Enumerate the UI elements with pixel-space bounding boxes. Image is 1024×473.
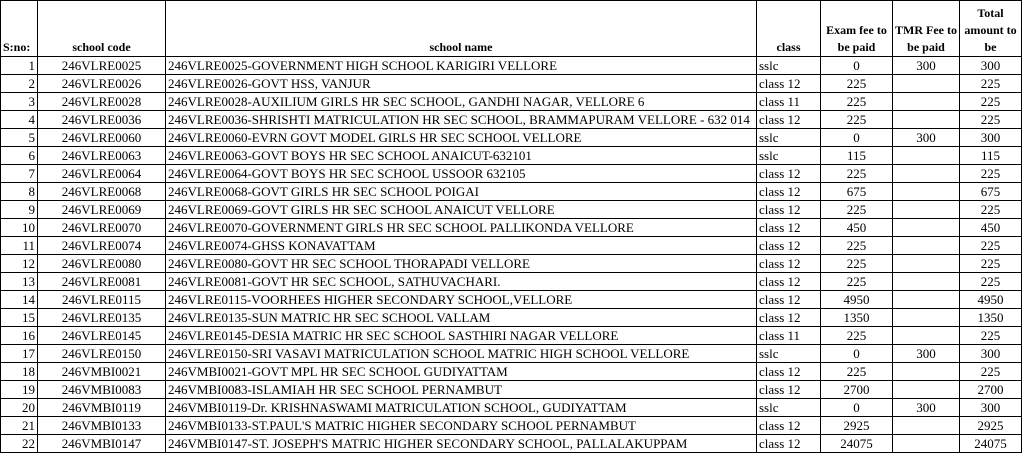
cell-school-name: 246VLRE0115-VOORHEES HIGHER SECONDARY SCHOOL,VELLORE xyxy=(166,291,757,309)
table-row xyxy=(1,435,1022,453)
cell-sno: 14 xyxy=(1,291,38,309)
cell-class: class 12 xyxy=(757,255,821,273)
cell-school-code: 246VLRE0150 xyxy=(38,345,166,363)
cell-school-name: 246VLRE0025-GOVERNMENT HIGH SCHOOL KARIGIRI VELLORE xyxy=(166,57,757,75)
cell-school-name: 246VMBI0147-ST. JOSEPH'S MATRIC HIGHER SECONDARY SCHOOL, PALLALAKUPPAM xyxy=(166,435,757,453)
cell-class: class 12 xyxy=(757,201,821,219)
cell-total-amount: 225 xyxy=(960,327,1022,345)
table-row xyxy=(1,309,1022,327)
cell-sno: 16 xyxy=(1,327,38,345)
cell-school-code: 246VLRE0063 xyxy=(38,147,166,165)
cell-class: sslc xyxy=(757,399,821,417)
cell-exam-fee: 225 xyxy=(821,237,893,255)
table-row xyxy=(1,183,1022,201)
cell-sno: 4 xyxy=(1,111,38,129)
cell-school-code: 246VMBI0147 xyxy=(38,435,166,453)
cell-tmr-fee xyxy=(893,237,960,255)
cell-total-amount: 675 xyxy=(960,183,1022,201)
cell-sno: 19 xyxy=(1,381,38,399)
cell-exam-fee: 225 xyxy=(821,201,893,219)
cell-tmr-fee xyxy=(893,219,960,237)
cell-school-name: 246VMBI0083-ISLAMIAH HR SEC SCHOOL PERNAMBUT xyxy=(166,381,757,399)
cell-school-code: 246VLRE0080 xyxy=(38,255,166,273)
cell-total-amount: 300 xyxy=(960,345,1022,363)
cell-class: class 12 xyxy=(757,219,821,237)
cell-class: sslc xyxy=(757,57,821,75)
table-row xyxy=(1,165,1022,183)
cell-exam-fee: 2925 xyxy=(821,417,893,435)
cell-tmr-fee xyxy=(893,165,960,183)
cell-school-name: 246VLRE0063-GOVT BOYS HR SEC SCHOOL ANAICUT-632101 xyxy=(166,147,757,165)
cell-exam-fee: 225 xyxy=(821,363,893,381)
table-row xyxy=(1,255,1022,273)
cell-exam-fee: 225 xyxy=(821,255,893,273)
cell-school-name: 246VLRE0074-GHSS KONAVATTAM xyxy=(166,237,757,255)
cell-exam-fee: 4950 xyxy=(821,291,893,309)
table-row xyxy=(1,111,1022,129)
header-row xyxy=(1,1,1022,57)
cell-class: sslc xyxy=(757,129,821,147)
cell-sno: 9 xyxy=(1,201,38,219)
cell-exam-fee: 0 xyxy=(821,345,893,363)
cell-exam-fee: 0 xyxy=(821,57,893,75)
cell-total-amount: 225 xyxy=(960,201,1022,219)
cell-school-name: 246VLRE0026-GOVT HSS, VANJUR xyxy=(166,75,757,93)
cell-class: class 12 xyxy=(757,309,821,327)
cell-school-code: 246VLRE0074 xyxy=(38,237,166,255)
cell-tmr-fee xyxy=(893,111,960,129)
table-row xyxy=(1,147,1022,165)
cell-total-amount: 1350 xyxy=(960,309,1022,327)
cell-exam-fee: 0 xyxy=(821,399,893,417)
table-row xyxy=(1,93,1022,111)
cell-tmr-fee xyxy=(893,93,960,111)
table-row xyxy=(1,291,1022,309)
cell-school-code: 246VLRE0025 xyxy=(38,57,166,75)
cell-school-code: 246VLRE0036 xyxy=(38,111,166,129)
cell-total-amount: 225 xyxy=(960,273,1022,291)
cell-class: sslc xyxy=(757,147,821,165)
cell-school-name: 246VLRE0060-EVRN GOVT MODEL GIRLS HR SEC SCHOOL VELLORE xyxy=(166,129,757,147)
cell-sno: 6 xyxy=(1,147,38,165)
cell-class: class 12 xyxy=(757,435,821,453)
cell-total-amount: 300 xyxy=(960,57,1022,75)
cell-total-amount: 225 xyxy=(960,237,1022,255)
cell-exam-fee: 675 xyxy=(821,183,893,201)
cell-tmr-fee xyxy=(893,255,960,273)
cell-school-name: 246VLRE0028-AUXILIUM GIRLS HR SEC SCHOOL, GANDHI NAGAR, VELLORE 6 xyxy=(166,93,757,111)
cell-exam-fee: 24075 xyxy=(821,435,893,453)
cell-sno: 15 xyxy=(1,309,38,327)
table-row xyxy=(1,327,1022,345)
cell-tmr-fee xyxy=(893,309,960,327)
table-row xyxy=(1,417,1022,435)
cell-tmr-fee: 300 xyxy=(893,345,960,363)
table-row xyxy=(1,381,1022,399)
cell-total-amount: 225 xyxy=(960,93,1022,111)
cell-school-name: 246VLRE0145-DESIA MATRIC HR SEC SCHOOL SASTHIRI NAGAR VELLORE xyxy=(166,327,757,345)
cell-school-name: 246VLRE0069-GOVT GIRLS HR SEC SCHOOL ANAICUT VELLORE xyxy=(166,201,757,219)
cell-tmr-fee xyxy=(893,291,960,309)
table-row xyxy=(1,237,1022,255)
cell-sno: 17 xyxy=(1,345,38,363)
cell-sno: 21 xyxy=(1,417,38,435)
cell-school-name: 246VLRE0068-GOVT GIRLS HR SEC SCHOOL POIGAI xyxy=(166,183,757,201)
cell-school-code: 246VLRE0064 xyxy=(38,165,166,183)
cell-exam-fee: 1350 xyxy=(821,309,893,327)
cell-sno: 20 xyxy=(1,399,38,417)
cell-school-code: 246VLRE0135 xyxy=(38,309,166,327)
table-row xyxy=(1,273,1022,291)
cell-total-amount: 2700 xyxy=(960,381,1022,399)
cell-school-name: 246VLRE0036-SHRISHTI MATRICULATION HR SEC SCHOOL, BRAMMAPURAM VELLORE - 632 014 xyxy=(166,111,757,129)
header-tmr-fee: TMR Fee to be paid xyxy=(893,1,960,57)
cell-sno: 10 xyxy=(1,219,38,237)
cell-class: class 11 xyxy=(757,93,821,111)
table-row xyxy=(1,129,1022,147)
header-class: class xyxy=(757,1,821,57)
cell-exam-fee: 225 xyxy=(821,327,893,345)
cell-school-code: 246VLRE0115 xyxy=(38,291,166,309)
cell-sno: 22 xyxy=(1,435,38,453)
cell-school-code: 246VLRE0026 xyxy=(38,75,166,93)
cell-school-name: 246VMBI0133-ST.PAUL'S MATRIC HIGHER SECONDARY SCHOOL PERNAMBUT xyxy=(166,417,757,435)
cell-total-amount: 225 xyxy=(960,111,1022,129)
cell-class: class 12 xyxy=(757,75,821,93)
table-row xyxy=(1,363,1022,381)
cell-school-name: 246VLRE0080-GOVT HR SEC SCHOOL THORAPADI VELLORE xyxy=(166,255,757,273)
cell-sno: 2 xyxy=(1,75,38,93)
cell-school-code: 246VLRE0070 xyxy=(38,219,166,237)
cell-school-code: 246VLRE0145 xyxy=(38,327,166,345)
cell-tmr-fee xyxy=(893,417,960,435)
table-row xyxy=(1,345,1022,363)
cell-tmr-fee: 300 xyxy=(893,399,960,417)
cell-exam-fee: 115 xyxy=(821,147,893,165)
cell-total-amount: 2925 xyxy=(960,417,1022,435)
cell-tmr-fee xyxy=(893,273,960,291)
table-row xyxy=(1,201,1022,219)
cell-school-code: 246VMBI0119 xyxy=(38,399,166,417)
cell-exam-fee: 2700 xyxy=(821,381,893,399)
cell-school-name: 246VLRE0135-SUN MATRIC HR SEC SCHOOL VALLAM xyxy=(166,309,757,327)
cell-sno: 18 xyxy=(1,363,38,381)
cell-tmr-fee xyxy=(893,201,960,219)
cell-class: class 12 xyxy=(757,237,821,255)
cell-tmr-fee xyxy=(893,183,960,201)
cell-school-code: 246VLRE0081 xyxy=(38,273,166,291)
cell-tmr-fee xyxy=(893,381,960,399)
cell-total-amount: 4950 xyxy=(960,291,1022,309)
cell-tmr-fee: 300 xyxy=(893,129,960,147)
cell-school-code: 246VMBI0021 xyxy=(38,363,166,381)
cell-total-amount: 225 xyxy=(960,255,1022,273)
cell-school-code: 246VLRE0028 xyxy=(38,93,166,111)
cell-sno: 8 xyxy=(1,183,38,201)
cell-school-code: 246VLRE0068 xyxy=(38,183,166,201)
cell-total-amount: 225 xyxy=(960,165,1022,183)
cell-exam-fee: 225 xyxy=(821,75,893,93)
cell-school-name: 246VLRE0081-GOVT HR SEC SCHOOL, SATHUVACHARI. xyxy=(166,273,757,291)
cell-sno: 3 xyxy=(1,93,38,111)
cell-class: class 12 xyxy=(757,381,821,399)
header-exam-fee: Exam fee to be paid xyxy=(821,1,893,57)
cell-school-name: 246VMBI0021-GOVT MPL HR SEC SCHOOL GUDIYATTAM xyxy=(166,363,757,381)
table-row xyxy=(1,219,1022,237)
cell-exam-fee: 225 xyxy=(821,165,893,183)
cell-class: class 12 xyxy=(757,417,821,435)
cell-class: class 12 xyxy=(757,273,821,291)
cell-school-name: 246VLRE0070-GOVERNMENT GIRLS HR SEC SCHOOL PALLIKONDA VELLORE xyxy=(166,219,757,237)
cell-exam-fee: 225 xyxy=(821,273,893,291)
cell-total-amount: 450 xyxy=(960,219,1022,237)
cell-total-amount: 115 xyxy=(960,147,1022,165)
cell-sno: 13 xyxy=(1,273,38,291)
cell-tmr-fee: 300 xyxy=(893,57,960,75)
cell-tmr-fee xyxy=(893,147,960,165)
cell-total-amount: 300 xyxy=(960,399,1022,417)
cell-tmr-fee xyxy=(893,363,960,381)
cell-exam-fee: 225 xyxy=(821,111,893,129)
cell-school-code: 246VLRE0060 xyxy=(38,129,166,147)
cell-tmr-fee xyxy=(893,75,960,93)
header-total-amount: Total amount to be xyxy=(960,1,1022,57)
header-sno: S:no: xyxy=(1,1,38,57)
cell-school-code: 246VLRE0069 xyxy=(38,201,166,219)
cell-school-name: 246VLRE0150-SRI VASAVI MATRICULATION SCHOOL MATRIC HIGH SCHOOL VELLORE xyxy=(166,345,757,363)
cell-total-amount: 225 xyxy=(960,75,1022,93)
cell-exam-fee: 225 xyxy=(821,93,893,111)
cell-class: class 12 xyxy=(757,183,821,201)
cell-school-name: 246VLRE0064-GOVT BOYS HR SEC SCHOOL USSOOR 632105 xyxy=(166,165,757,183)
cell-school-code: 246VMBI0133 xyxy=(38,417,166,435)
cell-exam-fee: 0 xyxy=(821,129,893,147)
cell-sno: 5 xyxy=(1,129,38,147)
cell-class: class 12 xyxy=(757,111,821,129)
table-row xyxy=(1,57,1022,75)
cell-class: class 12 xyxy=(757,363,821,381)
cell-sno: 12 xyxy=(1,255,38,273)
cell-tmr-fee xyxy=(893,435,960,453)
cell-school-code: 246VMBI0083 xyxy=(38,381,166,399)
cell-class: sslc xyxy=(757,345,821,363)
table-row xyxy=(1,75,1022,93)
cell-class: class 11 xyxy=(757,327,821,345)
cell-class: class 12 xyxy=(757,291,821,309)
cell-total-amount: 225 xyxy=(960,363,1022,381)
cell-sno: 11 xyxy=(1,237,38,255)
header-school-code: school code xyxy=(38,1,166,57)
cell-exam-fee: 450 xyxy=(821,219,893,237)
cell-total-amount: 24075 xyxy=(960,435,1022,453)
header-school-name: school name xyxy=(166,1,757,57)
cell-total-amount: 300 xyxy=(960,129,1022,147)
table-row xyxy=(1,399,1022,417)
cell-tmr-fee xyxy=(893,327,960,345)
cell-sno: 1 xyxy=(1,57,38,75)
cell-sno: 7 xyxy=(1,165,38,183)
cell-class: class 12 xyxy=(757,165,821,183)
cell-school-name: 246VMBI0119-Dr. KRISHNASWAMI MATRICULATION SCHOOL, GUDIYATTAM xyxy=(166,399,757,417)
